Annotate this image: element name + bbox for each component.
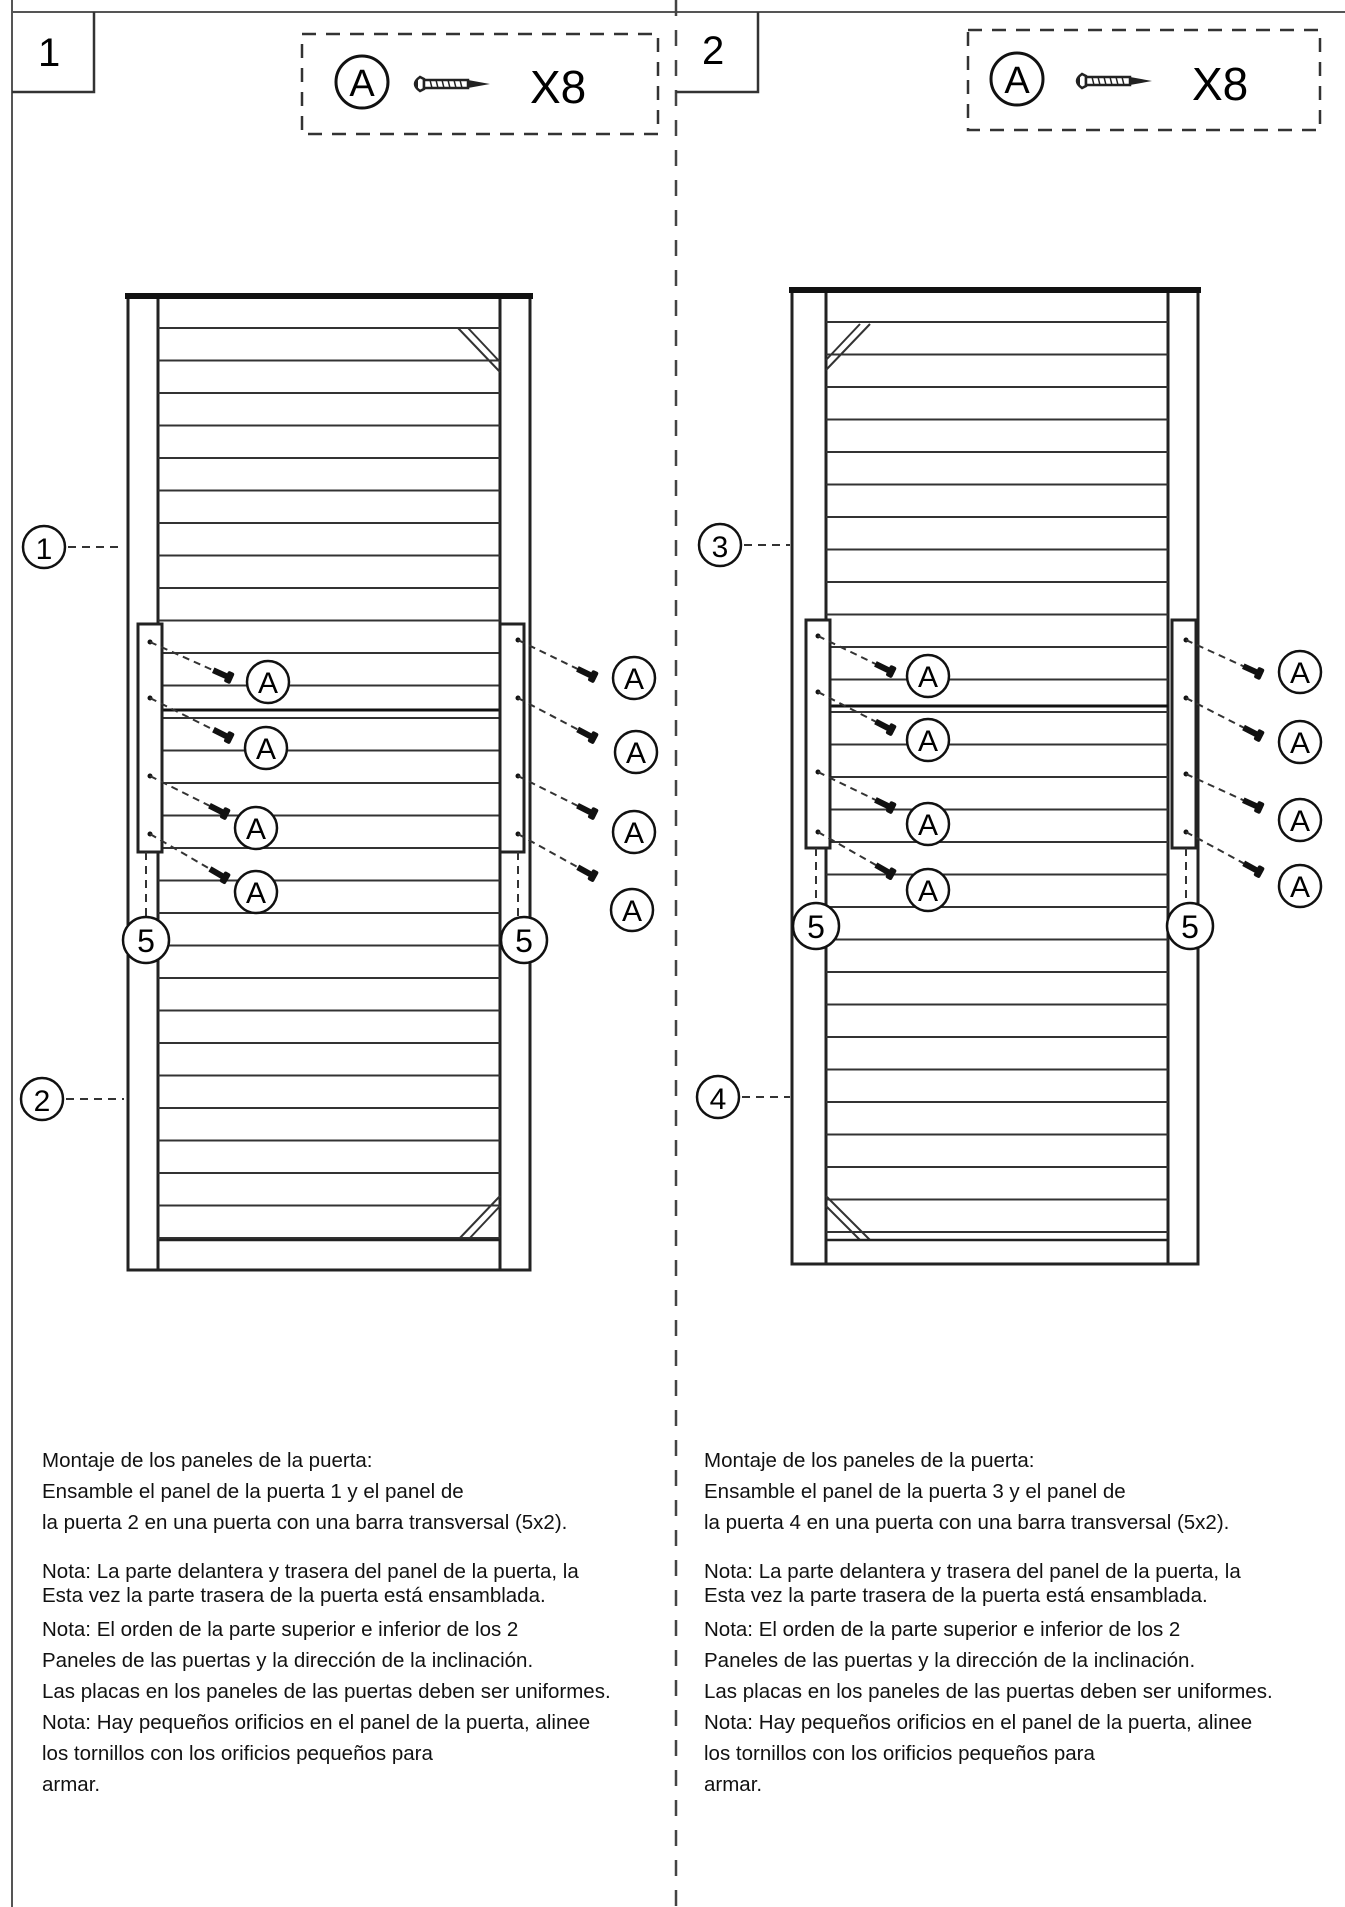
screw-label: A: [245, 813, 267, 846]
step-1-number-box: [12, 12, 94, 92]
step-2-quantity: X8: [1192, 58, 1249, 110]
screw-label: A: [621, 895, 643, 928]
note-orientation: Nota: La parte delantera y trasera del panel de la puerta, la Esta vez la parte trasera de la puerta está ensamblada.: [704, 1560, 1241, 1607]
callout-panel-2: [21, 1078, 124, 1120]
screw-icon: [1241, 722, 1265, 742]
svg-text:3: 3: [711, 531, 729, 564]
screw-callout: [1184, 696, 1322, 764]
screw-callout: [516, 696, 658, 774]
callout-crossbar-5-right: [1167, 903, 1213, 949]
screw-label: A: [1289, 805, 1311, 838]
screw-icon: [575, 724, 599, 744]
callout-crossbar-5-left: [793, 903, 839, 949]
svg-text:5: 5: [515, 923, 533, 959]
crossbar-left: [138, 624, 162, 852]
svg-text:5: 5: [137, 923, 155, 959]
screw-label: A: [917, 661, 939, 694]
callout-panel-1: [23, 526, 124, 568]
step-2-parts-box: [968, 30, 1320, 130]
crossbar-right: [1172, 620, 1196, 848]
assembly-line: Ensamble el panel de la puerta 3 y el panel de: [704, 1480, 1126, 1503]
note-order: Nota: El orden de la parte superior e inferior de los 2 Paneles de las puertas y la dirección de la inclinación. Las placas en los paneles de las puertas deben ser uniformes. Nota: Hay pequeños orificios en el panel de la puerta, alinee los tornillos con los orificios pequeños para armar.: [42, 1618, 611, 1796]
screw-icon: [575, 800, 599, 820]
screw-icon: [575, 663, 599, 683]
screw-label: A: [623, 817, 645, 850]
step-1-instructions: [42, 1445, 682, 1800]
svg-text:5: 5: [1181, 909, 1199, 945]
screw-label: A: [257, 667, 279, 700]
callout-panel-4: [697, 1076, 790, 1118]
screw-callout: [1184, 638, 1322, 694]
screw-label: A: [917, 725, 939, 758]
screw-label: A: [917, 875, 939, 908]
step-1-quantity: X8: [530, 61, 587, 113]
assembly-heading: Montaje de los paneles de la puerta:: [42, 1449, 373, 1472]
svg-text:4: 4: [709, 1083, 727, 1116]
step-1-door-assembly: [125, 296, 533, 1270]
crossbar-right: [500, 624, 524, 852]
callout-crossbar-5-right: [501, 917, 547, 963]
step-1-hardware-label: A: [349, 63, 375, 105]
screw-callout: [516, 774, 656, 854]
screw-label: A: [1289, 727, 1311, 760]
callout-crossbar-5-left: [123, 917, 169, 963]
step-2-door-assembly: [789, 290, 1201, 1264]
step-2-hardware-label: A: [1004, 60, 1030, 102]
screw-callout: [516, 638, 656, 700]
screw-label: A: [917, 809, 939, 842]
note-orientation: Nota: La parte delantera y trasera del panel de la puerta, la Esta vez la parte trasera de la puerta está ensamblada.: [42, 1560, 579, 1607]
step-2-instructions: [704, 1445, 1344, 1800]
screw-label: A: [623, 663, 645, 696]
step-1-parts-box: [302, 34, 658, 134]
note-order: Nota: El orden de la parte superior e inferior de los 2 Paneles de las puertas y la dirección de la inclinación. Las placas en los paneles de las puertas deben ser uniformes. Nota: Hay pequeños orificios en el panel de la puerta, alinee los tornillos con los orificios pequeños para armar.: [704, 1618, 1273, 1796]
svg-text:1: 1: [35, 533, 53, 566]
step-2-number-box: [676, 12, 758, 92]
assembly-line: la puerta 4 en una puerta con una barra transversal (5x2).: [704, 1511, 1230, 1534]
screw-callout: [1184, 772, 1322, 842]
assembly-heading: Montaje de los paneles de la puerta:: [704, 1449, 1035, 1472]
screw-icon: [575, 862, 599, 883]
assembly-line: la puerta 2 en una puerta con una barra transversal (5x2).: [42, 1511, 568, 1534]
svg-text:5: 5: [807, 909, 825, 945]
step-2-number: 2: [702, 29, 725, 73]
screw-icon: [1077, 74, 1152, 88]
screw-label: A: [1289, 871, 1311, 904]
svg-text:2: 2: [33, 1085, 51, 1118]
screw-label: A: [625, 737, 647, 770]
step-1-number: 1: [38, 31, 61, 75]
screw-label: A: [245, 877, 267, 910]
screw-icon: [1241, 661, 1265, 681]
screw-label: A: [255, 733, 277, 766]
screw-icon: [1241, 795, 1265, 815]
crossbar-left: [806, 620, 830, 848]
screw-icon: [1241, 858, 1265, 879]
screw-label: A: [1289, 657, 1311, 690]
screw-icon: [415, 77, 490, 91]
callout-panel-3: [699, 524, 790, 566]
assembly-line: Ensamble el panel de la puerta 1 y el panel de: [42, 1480, 464, 1503]
